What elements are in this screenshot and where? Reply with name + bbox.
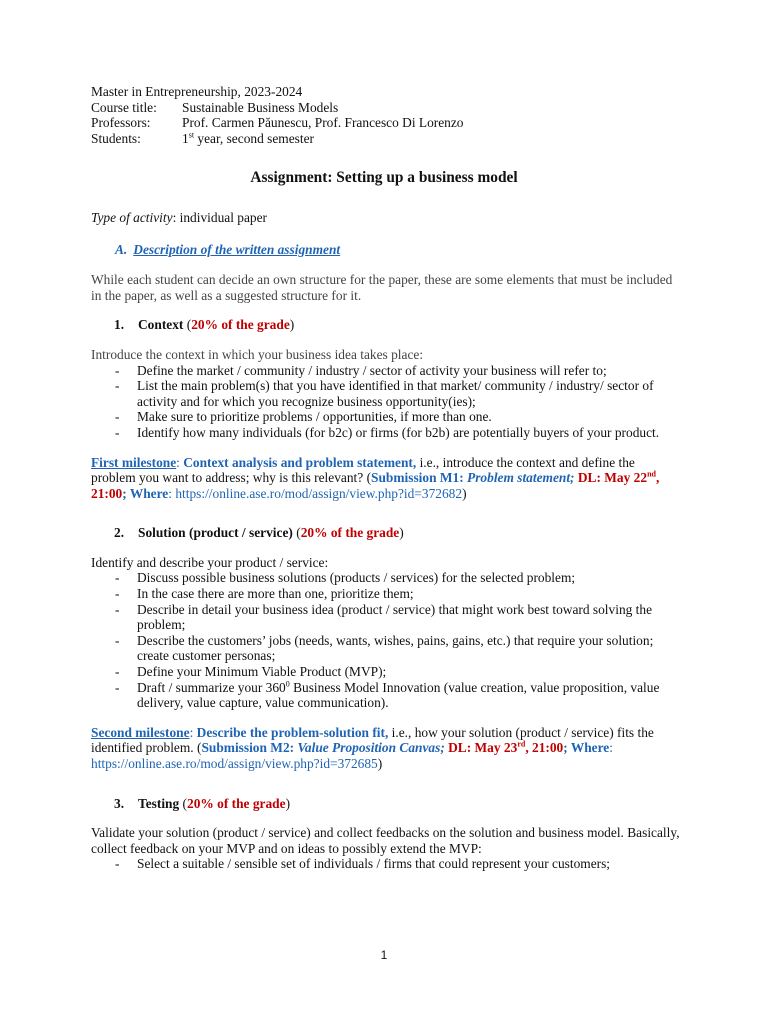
section-1-title: Context xyxy=(138,317,184,333)
section-2-lead: Identify and describe your product / service: xyxy=(91,554,329,570)
list-item: - Draft / summarize your $360^0$ Business Model Innovation (value creation, value proposition, value delivery, value capture, value communication). xyxy=(91,680,681,711)
activity-label: Type of activity xyxy=(91,209,173,225)
section-1-list xyxy=(91,363,681,441)
professors-value: Prof. Carmen Păunescu, Prof. Francesco Di Lorenzo xyxy=(182,115,464,131)
course-title-row xyxy=(91,100,681,116)
professors-label: Professors: xyxy=(91,115,151,131)
milestone-1-deadline: DL: May 22nd, 21:00 xyxy=(91,469,660,501)
activity-type xyxy=(91,210,681,226)
section-3-heading: 3. Testing (20% of the grade) xyxy=(114,795,291,811)
course-title-label: Course title: xyxy=(91,99,157,115)
assignment-title: Assignment: Setting up a business model xyxy=(250,169,518,187)
section-1-grade: 20% of the grade xyxy=(191,317,290,333)
list-item: - Identify how many individuals (for b2c) or firms (for b2b) are potentially buyers of your product. xyxy=(91,425,681,441)
list-item: - Define your Minimum Viable Product (MVP); xyxy=(91,664,681,680)
section-1-number: 1. xyxy=(114,317,125,333)
list-item: - List the main problem(s) that you have identified in that market/ community / industry/ sector of activity and for which you recognize business opportunity(ies); xyxy=(91,378,681,409)
section-3-title: Testing xyxy=(138,795,180,811)
section-3-grade: 20% of the grade xyxy=(187,795,286,811)
course-title-value: Sustainable Business Models xyxy=(182,99,339,115)
section-3-number: 3. xyxy=(114,795,125,811)
section-3-list xyxy=(91,856,681,872)
section-2-list xyxy=(91,570,681,710)
first-milestone: First milestone: Context analysis and problem statement, i.e., introduce the context and define the problem you want to address; why is this relevant? (Submission M1: Problem statement; DL: May 22nd, 21:00; Where: https://online.ase.ro/mod/assign/view.php?id=372682) xyxy=(91,454,660,501)
section-a-letter: A. xyxy=(115,241,128,257)
milestone-2-link[interactable]: : https://online.ase.ro/mod/assign/view.php?id=372685 xyxy=(91,740,613,771)
program-line: Master in Entrepreneurship, 2023-2024 xyxy=(91,84,303,99)
list-item: - In the case there are more than one, prioritize them; xyxy=(91,586,681,602)
section-1-lead: Introduce the context in which your business idea takes place: xyxy=(91,346,424,362)
list-item: - Describe in detail your business idea (product / service) that might work best toward solving the problem; xyxy=(91,602,681,633)
section-2-title: Solution (product / service) xyxy=(138,525,293,541)
milestone-2-deadline: DL: May 23rd, 21:00 xyxy=(444,739,564,756)
section-a-title: Description of the written assignment xyxy=(133,241,341,257)
milestone-2-title: Describe the problem-solution fit, xyxy=(196,724,389,740)
milestone-1-link[interactable]: : https://online.ase.ro/mod/assign/view.php?id=372682 xyxy=(168,485,463,501)
students-label: Students: xyxy=(91,130,141,146)
second-milestone: Second milestone: Describe the problem-solution fit, i.e., how your solution (product / service) fits the identified problem. (Submission M2: Value Proposition Canvas; DL: May 23rd, 21:00; Where: https://online.ase.ro/mod/assign/view.php?id=372685) xyxy=(91,724,654,771)
section-3-lead: Validate your solution (product / service) and collect feedbacks on the solution and business model. Basically, collect feedback on your MVP and on ideas to possibly extend the MVP: xyxy=(91,825,680,856)
list-item: - Discuss possible business solutions (products / services) for the selected problem; xyxy=(91,570,681,586)
students-value: 1st year, second semester xyxy=(182,130,314,146)
milestone-1-submission: Problem statement; xyxy=(467,470,575,486)
list-item: - Make sure to prioritize problems / opportunities, if more than one. xyxy=(91,409,681,425)
milestone-1-label: First milestone xyxy=(91,454,177,470)
section-1-heading: 1. Context (20% of the grade) xyxy=(114,317,295,333)
activity-value: : individual paper xyxy=(172,209,268,225)
milestone-2-label: Second milestone xyxy=(91,724,190,740)
list-item: - Define the market / community / industry / sector of activity your business will refer to; xyxy=(91,363,681,379)
section-a-heading xyxy=(91,242,681,258)
page-number: 1 xyxy=(380,948,388,962)
list-item: - Select a suitable / sensible set of individuals / firms that could represent your customers; xyxy=(91,856,681,872)
section-2-number: 2. xyxy=(114,525,125,541)
list-item: - Describe the customers’ jobs (needs, wants, wishes, pains, gains, etc.) that require your solution; create customer personas; xyxy=(91,633,681,664)
milestone-1-title: Context analysis and problem statement, xyxy=(183,454,417,470)
milestone-2-submission: Value Proposition Canvas; xyxy=(297,740,445,756)
intro-paragraph: While each student can decide an own structure for the paper, these are some elements that must be included in the paper, as well as a suggested structure for it. xyxy=(91,272,673,303)
section-2-grade: 20% of the grade xyxy=(300,525,400,541)
section-2-heading: 2. Solution (product / service) (20% of the grade) xyxy=(114,525,404,541)
professors-row xyxy=(91,115,681,131)
document-page xyxy=(91,84,681,872)
students-row xyxy=(91,131,681,147)
